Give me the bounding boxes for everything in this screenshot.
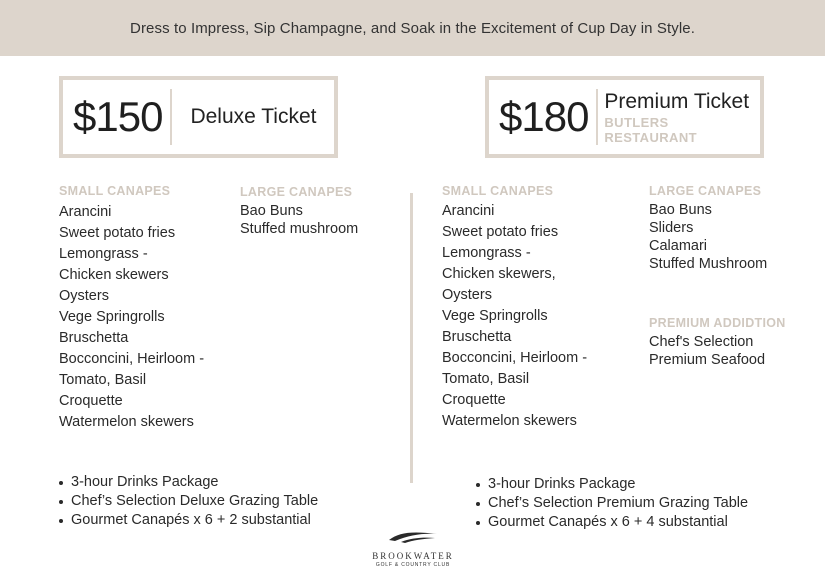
list-item: Chef's Selection <box>649 334 754 350</box>
list-item: Bruschetta <box>59 330 129 346</box>
list-item: Watermelon skewers <box>59 414 194 430</box>
list-item: Arancini <box>59 204 112 220</box>
top-banner <box>0 0 825 56</box>
list-item: Premium Seafood <box>649 352 766 368</box>
list-item: Sweet potato fries <box>442 224 559 240</box>
list-item: Oysters <box>59 288 109 304</box>
list-item: Lemongrass - <box>442 245 531 261</box>
list-item: Gourmet Canapés x 6 + 2 substantial <box>59 511 318 530</box>
premium-large-canapes-list <box>649 201 767 273</box>
list-item: Stuffed Mushroom <box>649 256 768 272</box>
premium-small-canapes-list <box>442 201 587 432</box>
list-item: Chicken skewers, <box>442 266 556 282</box>
list-item: Bao Buns <box>649 202 712 218</box>
list-item: Calamari <box>649 238 708 254</box>
list-item: Bruschetta <box>442 329 512 345</box>
list-item: 3-hour Drinks Package <box>476 475 748 494</box>
list-item: Bocconcini, Heirloom - <box>59 351 205 367</box>
list-item: Vege Springrolls <box>442 308 548 324</box>
premium-small-canapes-title: SMALL CANAPES <box>442 184 554 198</box>
logo-subtitle: GOLF & COUNTRY CLUB <box>375 562 451 568</box>
premium-price: $180 <box>499 93 589 140</box>
list-item: Bao Buns <box>240 203 303 219</box>
list-item: Sweet potato fries <box>59 225 176 241</box>
wave-logo-icon <box>387 530 439 544</box>
list-item: Croquette <box>442 392 506 408</box>
list-item: Stuffed mushroom <box>240 221 359 237</box>
premium-addition-title: PREMIUM ADDIDTION <box>649 316 786 330</box>
list-item: Chicken skewers <box>59 267 169 283</box>
deluxe-small-canapes-list <box>59 202 204 433</box>
premium-ticket-name: Premium Ticket <box>604 89 750 113</box>
premium-inclusions-list <box>476 475 748 532</box>
list-item: Lemongrass - <box>59 246 148 262</box>
deluxe-price: $150 <box>73 93 163 140</box>
premium-large-canapes-title: LARGE CANAPES <box>649 184 762 198</box>
premium-price-box <box>485 76 764 158</box>
list-item: Sliders <box>649 220 694 236</box>
list-item: Croquette <box>59 393 123 409</box>
banner-text: Dress to Impress, Sip Champagne, and Soak in the Excitement of Cup Day in Style. <box>130 19 695 37</box>
list-item: Gourmet Canapés x 6 + 4 substantial <box>476 513 748 532</box>
logo-name: BROOKWATER <box>372 551 454 561</box>
premium-addition-list <box>649 333 765 369</box>
list-item: 3-hour Drinks Package <box>59 473 318 492</box>
list-item: Chef’s Selection Deluxe Grazing Table <box>59 492 318 511</box>
list-item: Tomato, Basil <box>442 371 530 387</box>
list-item: Vege Springrolls <box>59 309 165 325</box>
deluxe-large-canapes-list <box>240 202 358 238</box>
list-item: Tomato, Basil <box>59 372 147 388</box>
deluxe-ticket-name: Deluxe Ticket <box>190 105 317 128</box>
center-divider <box>410 193 413 483</box>
deluxe-small-canapes-title: SMALL CANAPES <box>59 184 171 198</box>
premium-ticket-label <box>598 90 760 145</box>
brookwater-logo <box>372 530 454 568</box>
deluxe-price-box <box>59 76 338 158</box>
premium-venue: BUTLERS RESTAURANT <box>604 114 697 145</box>
deluxe-large-canapes-title: LARGE CANAPES <box>240 185 353 199</box>
deluxe-inclusions-list <box>59 473 318 530</box>
list-item: Watermelon skewers <box>442 413 577 429</box>
list-item: Oysters <box>442 287 492 303</box>
list-item: Chef’s Selection Premium Grazing Table <box>476 494 748 513</box>
list-item: Arancini <box>442 203 495 219</box>
list-item: Bocconcini, Heirloom - <box>442 350 588 366</box>
